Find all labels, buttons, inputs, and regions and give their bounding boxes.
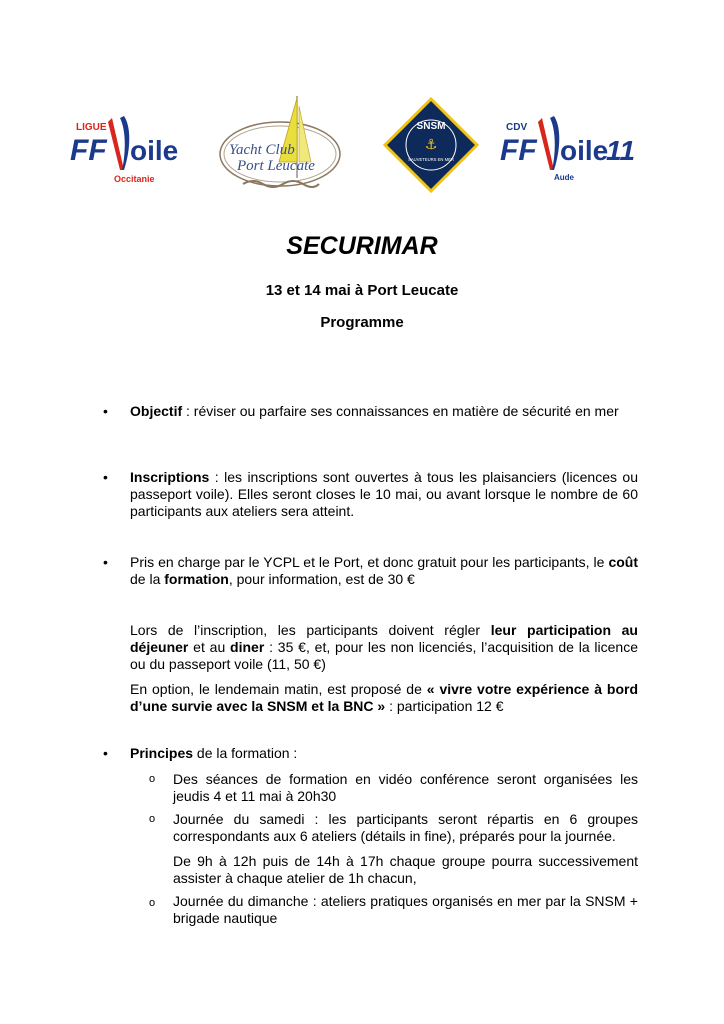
- svg-text:oile: oile: [560, 135, 609, 166]
- fees-bold-dejeuner: leur participation au déjeuner: [130, 622, 638, 655]
- option-paragraph: [130, 681, 638, 715]
- option-text-2: : participation 12 €: [385, 698, 504, 714]
- ffvoile-occitanie-logo: [68, 108, 188, 188]
- bullet-icon: •: [103, 403, 108, 419]
- prise-text-2: de la: [130, 571, 165, 587]
- svg-text:oile: oile: [130, 135, 179, 166]
- svg-text:⚓: ⚓: [424, 137, 438, 153]
- sub-bullet-icon: o: [149, 773, 156, 785]
- svg-text:Aude: Aude: [554, 173, 574, 182]
- prise-bold-cout: coût: [608, 554, 638, 570]
- fees-bold-diner: diner: [230, 639, 265, 655]
- svg-text:SAUVETEURS EN MER: SAUVETEURS EN MER: [408, 157, 454, 162]
- inscription-fees-paragraph: [130, 622, 638, 673]
- sub-bullet-icon: o: [149, 897, 156, 909]
- objectif-paragraph: [130, 403, 638, 420]
- svg-text:11: 11: [606, 135, 634, 166]
- bullet-icon: •: [103, 469, 108, 485]
- sub-bullet-icon: o: [149, 813, 156, 825]
- svg-text:CDV: CDV: [506, 122, 528, 133]
- principe-item-1: Des séances de formation en vidéo conférence seront organisées les jeudis 4 et 11 mai à 20h30: [173, 771, 638, 804]
- bullet-icon: •: [103, 554, 108, 570]
- inscriptions-paragraph: [130, 469, 638, 520]
- option-text-1: En option, le lendemain matin, est proposé de: [130, 681, 427, 697]
- inscriptions-text: : les inscriptions sont ouvertes à tous les plaisanciers (licences ou passeport voile). Elles seront closes le 10 mai, ou avant lorsque le nombre de 60 participants aux ateliers sera atteint.: [130, 469, 638, 519]
- principes-paragraph: [130, 745, 638, 762]
- objectif-text: : réviser ou parfaire ses connaissances en matière de sécurité en mer: [182, 403, 619, 419]
- snsm-logo: [383, 97, 479, 193]
- prise-text-3: , pour information, est de 30 €: [228, 571, 415, 587]
- bullet-icon: •: [103, 745, 108, 761]
- yacht-club-port-leucate-logo: [215, 92, 345, 196]
- fees-text-2: et au: [188, 639, 231, 655]
- svg-text:Port Leucate: Port Leucate: [237, 158, 315, 174]
- svg-text:LIGUE: LIGUE: [76, 122, 107, 133]
- principe-item-3: Journée du dimanche : ateliers pratiques organisés en mer par la SNSM + brigade nautique: [173, 893, 638, 926]
- principe-item-2-detail: De 9h à 12h puis de 14h à 17h chaque groupe pourra successivement assister à chaque atelier de 1h chacun,: [173, 853, 638, 886]
- document-title: SECURIMAR: [286, 232, 438, 260]
- inscriptions-label: Inscriptions: [130, 469, 210, 485]
- svg-text:Occitanie: Occitanie: [114, 174, 155, 184]
- objectif-label: Objectif: [130, 403, 183, 419]
- principes-text: de la formation :: [193, 745, 298, 761]
- principe-item-2: Journée du samedi : les participants seront répartis en 6 groupes correspondants aux 6 ateliers (détails in fine), préparés pour la journée.: [173, 811, 638, 844]
- svg-text:Yacht Club: Yacht Club: [229, 142, 295, 158]
- fees-text-1: Lors de l’inscription, les participants doivent régler: [130, 622, 491, 638]
- event-date-place: 13 et 14 mai à Port Leucate: [265, 282, 459, 299]
- principes-label: Principes: [130, 745, 194, 761]
- fees-text-3: : 35 €, et, pour les non licenciés, l’acquisition de la licence ou du passeport voile (11, 50 €): [130, 639, 638, 672]
- svg-text:FF: FF: [500, 134, 537, 167]
- option-bold: « vivre votre expérience à bord d’une survie avec la SNSM et la BNC »: [130, 681, 638, 714]
- prise-text-1: Pris en charge par le YCPL et le Port, et donc gratuit pour les participants, le: [130, 554, 609, 570]
- svg-text:SNSM: SNSM: [416, 121, 446, 132]
- svg-text:FF: FF: [70, 134, 107, 167]
- programme-heading: Programme: [320, 314, 404, 331]
- prise-en-charge-paragraph: [130, 554, 638, 588]
- ffvoile-aude-logo: [498, 108, 634, 188]
- prise-bold-formation: formation: [164, 571, 229, 587]
